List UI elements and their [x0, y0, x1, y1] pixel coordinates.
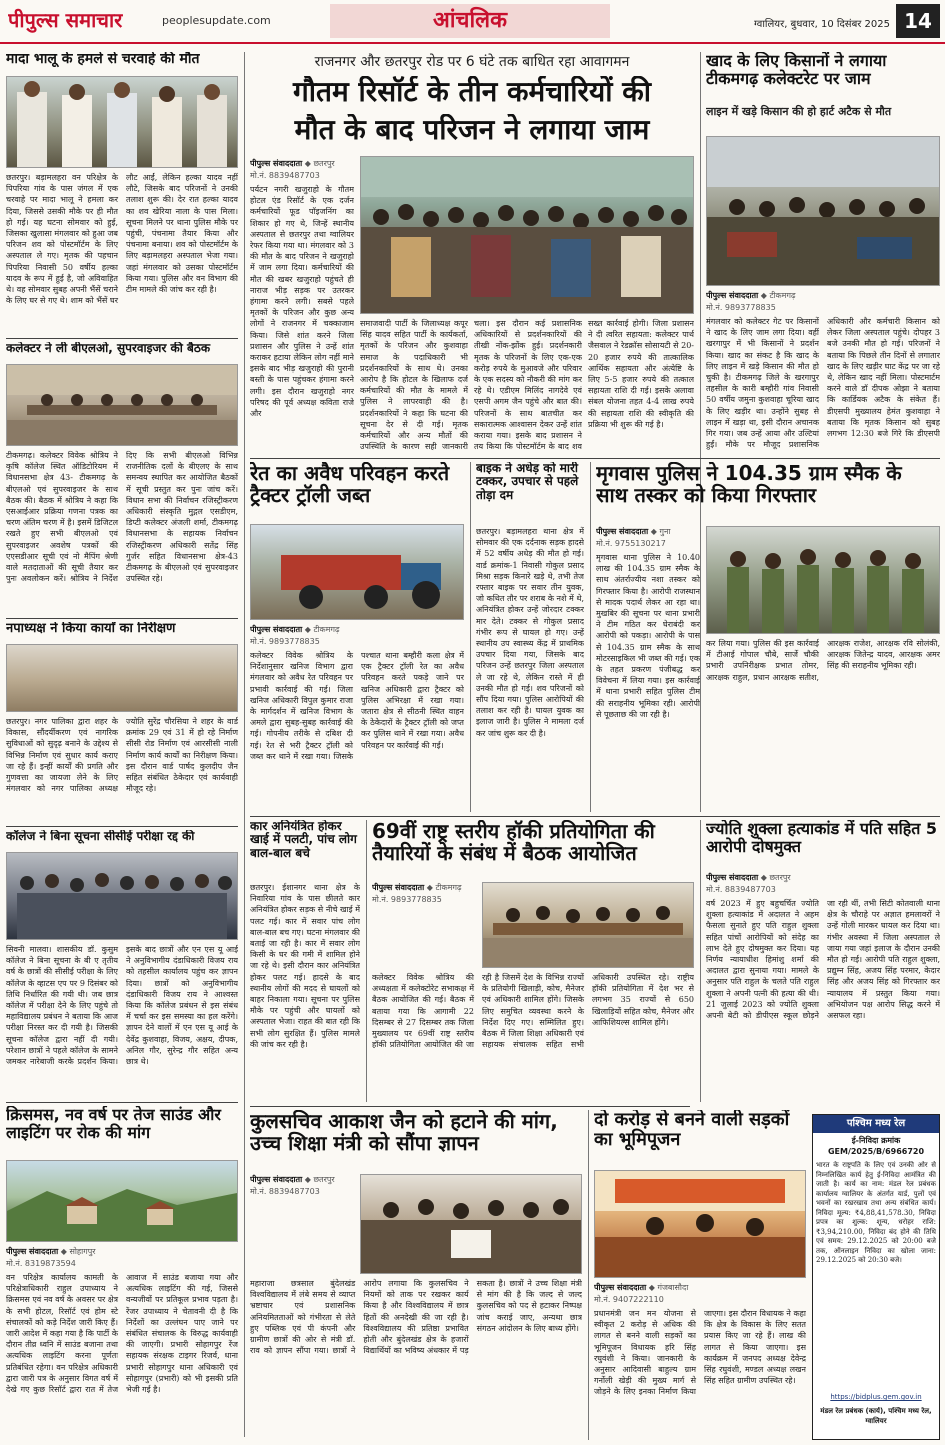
dateline: ग्वालियर, बुधवार, 10 दिसंबर 2025 — [753, 19, 890, 30]
photo-students-protest — [6, 852, 238, 940]
headline: कार अनियंत्रित होकर खाई में पलटी, पांच लोग बाल-बाल बचे — [250, 820, 357, 860]
railway-tender-ad[interactable] — [812, 1114, 940, 1440]
headline: खाद के लिए किसानों ने लगाया टीकमगढ़ कलेक्टरेट पर जाम — [706, 52, 887, 88]
byline: पीपुल्स संवाददाता ◆ सोहागपुर — [6, 1247, 96, 1256]
story-body-continued: कर लिया गया। पुलिस की इस कार्रवाई में टीआई गोपाल चौबे, सार्जे चौकी प्रभारी उपनिरीक्षक प्रभात तोमर, आरक्षक राहुल, प्रधान आरक्षक सतीश, आरक्षक राजेश, आरक्षक रवि सोलंकी, आरक्षक जितेन्द्र यादव, आरक्षक अमर सिंह की सराहनीय भूमिका रही। — [706, 639, 940, 682]
memorandum-illustration — [361, 1175, 581, 1273]
photo-road-blockade — [360, 156, 694, 314]
headline: क्रिसमस, नव वर्ष पर तेज साउंड और लाइटिंग पर रोक की मांग — [6, 1106, 221, 1142]
lead-body-col-a: पर्यटन नगरी खजुराहो के गौतम होटल एंड रिसॉर्ट के एक दर्जन कर्मचारियों फूड पॉइजनिंग का शिकार हो गए थे, जिन्हें स्थानीय अस्पताल से छतरपुर तथा ग्वालियर रेफर किया गया था। मंगलवार को 3 की मौत के बाद परिजन ने खजुराहो में जाम लगा दिया। कर्मचारियों की मौत की खबर खजुराहो पहुंचते ही नाराज भीड़ सड़क पर उतरकर हंगामा करने लगी। सबसे पहले मृतकों के परिजन और कुछ अन्य लोगों ने राजनगर में चक्काजाम किया। जिसे शांत करने जिला प्रशासन और पुलिस ने उन्हें शांत कराकर हटाया लेकिन लोग नहीं माने इसके बाद भीड़ खजुराहो की पुरानी बस्ती के पास पहुंचकर हंगामा करने लगी। इस दौरान खजुराहो नगर परिषद की पूर्व अध्यक्ष कविता राजे और — [250, 185, 354, 419]
column-rule — [590, 462, 591, 812]
byline: पीपुल्स संवाददाता ◆ टीकमगढ़ — [372, 883, 462, 892]
photo-meeting-room — [482, 882, 694, 968]
crowd-blockade-illustration — [361, 157, 693, 313]
page-number: 14 — [896, 4, 940, 38]
byline: पीपुल्स संवाददाता ◆ टीकमगढ़ — [250, 625, 340, 634]
headline: कलेक्टर ने ली बीएलओ, सुपरवाइजर की बैठक — [6, 342, 211, 355]
photo-forest-resort — [6, 1160, 238, 1242]
byline-place: टीकमगढ़ — [313, 625, 340, 634]
story-college-exam — [6, 830, 238, 1098]
story-car-accident — [250, 820, 360, 1102]
byline: पीपुल्स संवाददाता ◆ छतरपुर — [250, 1175, 335, 1184]
story-inspection — [6, 622, 238, 822]
lead-body-col-d: सख्त कार्रवाई होगी। जिला प्रशासन ने दी त्वरित सहायता: कलेक्टर पार्थ जैसवाल ने रेडक्रॉस सोसायटी से 20-20 हजार रुपये की तात्कालिक आर्थिक सहायता और अंत्येष्टि के लिए 5-5 हजार रुपये की तत्काल सहायता राशि दी गई। इसके अलावा संबल योजना तहत 4-4 लाख रुपये की सहायता राशि की स्वीकृति की प्रक्रिया भी शुरू की गई है। — [588, 319, 694, 429]
divider — [6, 1102, 238, 1103]
story-body: छतरपुर। बड़ामलहरा थाना क्षेत्र में सोमवार की एक दर्दनाक सड़क हादसे में 52 वर्षीय अधेड़ की मौत हो गई। वार्ड क्रमांक-1 निवासी गोकुल प्रसाद मिश्रा सड़क किनारे खड़े थे, तभी तेज रफ्तार बाइक पर सवार तीन युवक, जो कथित तौर पर शराब के नशे में थे, अनियंत्रित होकर उन्हें जोरदार टक्कर मार देते। टक्कर से गोकुल प्रसाद गंभीर रूप से घायल हो गए। उन्हें स्थानीय उप स्वास्थ्य केंद्र में प्राथमिक उपचार दिया गया, जिसके बाद परिजन उन्हें छतरपुर जिला अस्पताल ले जा रहे थे, लेकिन रास्ते में ही उनकी मौत हो गई। शव परिजनों को सौंप दिया गया। पुलिस आरोपियों की तलाश कर रही है। घायल युवक का इलाज जारी है। पुलिस ने मामला दर्ज कर जांच शुरू कर दी है। — [476, 527, 584, 738]
story-body: प्रधानमंत्री जन मन योजना से स्वीकृत 2 करोड़ से अधिक की लागत से बनने वाली सड़कों का भूमिपूजन विधायक हरि सिंह रघुवंशी ने किया। जानकारी के अनुसार आदिवासी बाहुल्य ग्राम गर्नोली खेड़ी की मुख्य मार्ग से जोड़ने के लिए इनका निर्माण किया जाएगा। इस दौरान विधायक ने कहा कि क्षेत्र के विकास के लिए सतत प्रयास किए जा रहे हैं। लाख की लागत से किया जाएगा। इस कार्यक्रम में जनपद अध्यक्ष देवेन्द्र सिंह रघुवंशी, मण्डल अध्यक्ष लखन सिंह सहित ग्रामीण उपस्थित रहे। — [594, 1309, 806, 1397]
story-body: छतरपुर। नगर पालिका द्वारा शहर के विकास, सौंदर्यीकरण एवं नागरिक सुविधाओं को सुदृढ़ बनाने के उद्देश्य से विभिन्न निर्माण एवं सुधार कार्य कराए जा रहे हैं। इन्हीं कार्यों की प्रगति और गुणवत्ता का जायजा लेने के लिए मंगलवार को नगर पालिका अध्यक्ष ज्योति सुरेंद्र चौरसिया ने शहर के वार्ड क्रमांक 29 एवं 31 में हो रहे निर्माण सीसी रोड निर्माण एवं आरसीसी नाली निर्माण कार्य कार्यों का निरीक्षण किया। इस दौरान वार्ड पार्षद कुलदीप जैन सहित संबंधित ठेकेदार एवं कार्यवाही मौजूद रहे। — [6, 717, 238, 794]
story-vc-removal — [250, 1110, 582, 1440]
brand-logo: पीपुल्स समाचार — [8, 8, 123, 32]
column-rule — [366, 820, 367, 1102]
byline-place: छतरपुर — [313, 159, 335, 168]
lead-body-col-b: समाजवादी पार्टी के जिलाध्यक्ष कपूर सिंह यादव सहित पार्टी के कार्यकर्ता, मृतकों के परिजन और कुशवाहा समाज के पदाधिकारी भी प्रदर्शनकारियों के साथ थे। उनका आरोप है कि होटल के खिलाफ दर्ज कर्मचारियों की मौत के मामले में पुलिस ने लापरवाही की है। प्रदर्शनकारियों ने कहा कि घटना की सूचना देर से दी गई। मृतक कर्मचारियों और अन्य मौतों की उपस्थिति के कारण सही जानकारी — [360, 319, 468, 452]
story-smack-arrest — [596, 462, 940, 812]
byline-place: गंजबासौदा — [657, 1283, 689, 1292]
column-rule — [244, 52, 245, 1437]
headline: मृगवास पुलिस ने 104.35 ग्राम स्मैक के साथ तस्कर को किया गिरफ्तार — [596, 462, 902, 508]
lead-headline-line2: मौत के बाद परिजन ने लगाया जाम — [294, 114, 650, 146]
photo-meeting-hall — [6, 364, 238, 446]
story-road-bhoomipujan — [594, 1110, 806, 1440]
ad-website-link[interactable]: https://bidplus.gem.gov.in — [830, 1393, 922, 1401]
byline-phone: मो.नं. 8839487703 — [250, 171, 320, 180]
column-rule — [700, 820, 701, 1102]
photo-farmers-queue — [706, 136, 940, 286]
byline-phone: मो.नं. 9755130217 — [596, 539, 666, 548]
photo-police-team — [706, 526, 940, 634]
section-banner — [330, 4, 610, 38]
column-rule — [588, 1110, 589, 1440]
tractor-illustration — [251, 525, 463, 619]
story-body: छतरपुर। बड़ामलहरा वन परिक्षेत्र के पिपरिया गांव के पास जंगल में एक चरवाहे पर मादा भालू ने हमला कर दिया, जिससे उसकी मौके पर ही मौत हो गई। यह घटना सोमवार को हुई, जिसका खुलासा मंगलवार को हुआ जब परिजन शव को पोस्टमॉर्टम के लिए अस्पताल ले गए। मृतक की पहचान पिपरिया निवासी 50 वर्षीय हल्का यादव के रूप में हुई है, जो अविवाहित थे। वह सोमवार सुबह अपनी भैंसें चराने के लिए घर से गए थे। शाम को भैंसें घर लौट आईं, लेकिन हल्का यादव नहीं लौटे, जिसके बाद परिजनों ने उनकी तलाश शुरू की। देर रात हल्का यादव का शव खेरिया नाला के पास मिला। सूचना मिलने पर थाना पुलिस मौके पर पहुंची, पंचनामा तैयार किया और पंचनामा बनाया। शव को पोस्टमॉर्टम के लिए बड़ामलहरा अस्पताल भेजा गया। जहां मंगलवार को उसका पोस्टमॉर्टम किया गया। पुलिस और वन विभाग की टीम मामले की जांच कर रही है। — [6, 173, 238, 306]
headline: मादा भालू के हमले से चरवाहे की मौत — [6, 52, 200, 67]
photo-inspection-site — [6, 644, 238, 712]
divider — [250, 1106, 690, 1107]
story-body: महाराजा छत्रसाल बुंदेलखंड विश्वविद्यालय में लंबे समय से व्याप्त भ्रष्टाचार एवं प्रशासनिक अनियमितताओं को गंभीरता से लेते हुए पब्लिक एवं पी कंपनी और ग्रामीण छात्रों की ओर से मंत्री डॉ. राव को ज्ञापन सौंपा गया। छात्रों ने आरोप लगाया कि कुलसचिव ने नियमों को ताक पर रखकर कार्य किया है और विश्वविद्यालय में छात्र हितों की अनदेखी की जा रही है। विश्वविद्यालय की प्रतिष्ठा प्रभावित होती और बुंदेलखंड क्षेत्र के हजारों विद्यार्थियों का भविष्य अंधकार में पड़ सकता है। छात्रों ने उच्च शिक्षा मंत्री से मांग की है कि जल्द से जल्द कुलसचिव को पद से हटाकर निष्पक्ष जांच कराई जाए, अन्यथा छात्र संगठन आंदोलन के लिए बाध्य होंगे। — [250, 1279, 582, 1356]
headline: कॉलेज ने बिना सूचना सीसीई परीक्षा रद्द की — [6, 830, 195, 843]
byline: पीपुल्स संवाददाता ◆ गुना — [596, 527, 671, 536]
landscape-illustration — [7, 1161, 237, 1241]
website-link[interactable]: peoplesupdate.com — [162, 14, 271, 27]
byline-phone: मो.नं. 8839487703 — [250, 1187, 320, 1196]
byline-agency: पीपुल्स संवाददाता — [250, 625, 303, 634]
lead-body-col-c: चला। इस दौरान कई प्रशासनिक अधिकारियों से प्रदर्शनकारियों की तीखी नोंक-झोंक हुई। प्रदर्शनकारी मृतक के परिजनों के लिए एक-एक करोड़ रुपये के मुआवजे और परिवार के एक सदस्य को नौकरी की मांग कर रहे थे। एडीएम मिलिंद नागदेवे एवं एसपी अगम जैन पहुंचे और बात की। परिजनों के साथ बातचीत कर सकारात्मक आश्वासन देकर उन्हें शांत कराया गया। इसके बाद प्रशासन ने तय किया कि पोस्टमॉर्टम के बाद शव — [474, 319, 582, 452]
ceremony-illustration — [595, 1171, 805, 1277]
byline-place: सोहागपुर — [69, 1247, 96, 1256]
story-christmas-sound — [6, 1106, 238, 1438]
crowd-illustration — [7, 853, 237, 939]
headline: नपाध्यक्ष ने किया कार्यों का निरीक्षण — [6, 622, 176, 636]
byline-phone: मो.नं. 8319873594 — [6, 1259, 76, 1268]
ad-tender-number: GEM/2025/B/6966720 — [827, 1147, 925, 1156]
story-body: छतरपुर। ईशानगर थाना क्षेत्र के निवारिया गांव के पास छीलते कार अनियंत्रित होकर सड़क से नीचे खाई में पलट गई। कार में सवार पांच लोग बाल-बाल बच गए। घटना मंगलवार की बताई जा रही है। कार में सवार लोग किसी के घर की गमी में शामिल होने जा रहे थे। इसी दौरान कार अनियंत्रित होकर पलट गई। हादसे के बाद स्थानीय लोगों की मदद से घायलों को बाहर निकाला गया। सूचना पर पुलिस मौके पर पहुंची और घायलों को अस्पताल भेजा। राहत की बात रही कि सभी लोग सुरक्षित हैं। पुलिस मामले की जांच कर रही है। — [250, 883, 360, 1049]
byline: पीपुल्स संवाददाता ◆ टीकमगढ़ — [706, 291, 796, 300]
story-body: कलेक्टर विवेक श्रोत्रिय की अध्यक्षता में कलेक्टोरेट सभाकक्ष में बैठक आयोजित की गई। बैठक में बताया गया कि आगामी 22 दिसम्बर से 27 दिसम्बर तक जिला मुख्यालय पर 69वीं राष्ट्र स्तरीय हॉकी प्रतियोगिता आयोजित की जा रही है जिसमें देश के विभिन्न राज्यों के प्रतियोगी खिलाड़ी, कोच, मैनेजर एवं अधिकारी शामिल होंगे। जिसके लिए समुचित व्यवस्था करने के निर्देश दिए गए। सम्मिलित हुए। बैठक में जिला शिक्षा अधिकारी एवं सहायक संचालक सहित सभी अधिकारी उपस्थित रहे। राष्ट्रीय हॉकी प्रतियोगिता में देश भर से लगभग 35 राज्यों से 650 खिलाड़ियों सहित कोच, मैनेजर और आफिशियल्स शामिल होंगे। — [372, 973, 694, 1050]
column-rule — [470, 462, 471, 812]
byline-phone: मो.नं. 8839487703 — [706, 885, 776, 894]
divider — [6, 618, 238, 619]
headline: रेत का अवैध परिवहन करते ट्रैक्टर ट्रॉली जब्त — [250, 462, 450, 508]
byline-agency: पीपुल्स संवाददाता — [372, 883, 425, 892]
byline-agency: पीपुल्स संवाददाता — [6, 1247, 59, 1256]
story-bear-attack — [6, 52, 238, 334]
byline-phone: मो.नं. 9407222110 — [594, 1295, 664, 1304]
police-illustration — [707, 527, 939, 633]
story-blo-meeting — [6, 342, 238, 614]
byline-phone: मो.नं. 9893778835 — [250, 637, 320, 646]
lead-headline-line1: गौतम रिसॉर्ट के तीन कर्मचारियों की — [293, 76, 651, 108]
byline-phone: मो.नं. 9893778835 — [372, 895, 442, 904]
byline-agency: पीपुल्स संवाददाता — [706, 873, 759, 882]
story-body: वर्ष 2023 में हुए बहुचर्चित ज्योति शुक्ला हत्याकांड में अदालत ने अहम फैसला सुनाते हुए पति राहुल शुक्ला सहित पांचों आरोपियों को संदेह का लाभ देते हुए दोषमुक्त कर दिया। यह निर्णय न्यायाधीश हिमांशु शर्मा की अदालत द्वारा सुनाया गया। मामले के अनुसार पति राहुल के चलते पति राहुल शुक्ला ने अपनी पत्नी की हत्या की थी। 21 जुलाई 2023 को ज्योति शुक्ला अपनी बेटी को डीपीएस स्कूल छोड़ने जा रही थीं, तभी सिटी कोतवाली थाना क्षेत्र के चौराहे पर अज्ञात हमलावरों ने उन्हें गोली मारकर घायल कर दिया था। गंभीर अवस्था में जिला अस्पताल ले जाया गया जहां इलाज के दौरान उनकी मौत हो गई। आरोपी पति राहुल शुक्ला, प्रद्युम्न सिंह, अजय सिंह परमार, केदार सिंह और अजय सिंह को गिरफ्तार कर न्यायालय में प्रस्तुत किया गया। अभियोजन पक्ष आरोप सिद्ध करने में असफल रहा। — [706, 899, 940, 1021]
byline-agency: पीपुल्स संवाददाता — [706, 291, 759, 300]
divider — [250, 816, 940, 817]
byline-place: गुना — [659, 527, 671, 536]
story-body: टीकमगढ़। कलेक्टर विवेक श्रोत्रिय ने कृषि कॉलेज स्थित ऑडिटोरियम में विधानसभा क्षेत्र 43- टीकमगढ़ के बीएलओ एवं सुपरवाइजर के साथ बैठक की। बैठक में श्रोत्रिय ने कहा कि एसआईआर प्रक्रिया गणना पत्रक का चरण अंतिम चरण में है। इसमें डिजिटल रखते हुए सभी बीएलओ एवं सुपरवाइजर अवशेष पत्रकों की एएसडीआर सूची एवं नो मैपिंग श्रेणी वाले मतदाताओं की सूची तैयार कर पुनः अवलोकन करें। श्रोत्रिय ने निर्देश दिए कि सभी बीएलओ विभिन्न राजनीतिक दलों के बीएलए के साथ समन्वय स्थापित कर आयोजित बैठकों में सूची प्रस्तुत कर पुनः जांच करें। विधान सभा की निर्वाचन रजिस्ट्रीकरण अधिकारी संस्कृति मुद्गल एसडीएम, डिप्टी कलेक्टर अंजली शर्मा, टीकमगढ़ विधानसभा के सहायक निर्वाचन रजिस्ट्रीकरण अधिकारी सतेंद्र सिंह गुर्जर सहित विधानसभा क्षेत्र-43 टीकमगढ़ के बीएलओ एवं सुपरवाइजर उपस्थित रहे। — [6, 451, 238, 584]
byline-agency: पीपुल्स संवाददाता — [250, 159, 303, 168]
story-body: मृगवास थाना पुलिस ने 10.40 लाख की 104.35 ग्राम स्मैक के साथ अंतर्राज्यीय नशा तस्कर को गिरफ्तार किया है। आरोपी राजस्थान से मादक पदार्थ लेकर आ रहा था। मुखबिर की सूचना पर थाना प्रभारी ने टीम गठित कर घेराबंदी कर आरोपी को पकड़ा। आरोपी के पास से 104.35 ग्राम स्मैक के साथ मोटरसाइकिल भी जब्त की गई। एक के तहत प्रकरण पंजीबद्ध कर विवेचना में लिया गया। इस कार्रवाई में थाना प्रभारी सहित पुलिस टीम की सराहनीय भूमिका रही। आरोपी से पूछताछ की जा रही है। — [596, 553, 700, 719]
story-hockey-meeting — [372, 820, 694, 1102]
story-body: वन परिक्षेत्र कार्यालय कामती के परिक्षेत्राधिकारी राहुल उपाध्याय ने क्रिसमस एवं नव वर्ष के अवसर पर क्षेत्र के सभी होटल, रिसॉर्ट एवं होम स्टे संचालकों को कड़े निर्देश जारी किए हैं। जारी आदेश में कहा गया है कि पार्टी के दौरान तीव्र ध्वनि में साउंड बजाना तथा अत्यधिक लाइटिंग करना पूर्णतः प्रतिबंधित रहेगा। वन परिक्षेत्र अधिकारी द्वारा जारी पत्र के अनुसार विगत वर्ष में देखे गए कुछ रिसॉर्ट द्वारा रात में तेज आवाज में साउंड बजाया गया और अत्यधिक लाइटिंग की गई, जिससे वन्यजीवों पर प्रतिकूल प्रभाव पड़ता है। रेंजर उपाध्याय ने चेतावनी दी है कि निर्देशों का उल्लंघन पाए जाने पर संबंधित संचालक के विरुद्ध कार्यवाही की जाएगी। प्रभारी सोहागपुर रेंज सहायक संरक्षक टाइगर रिजर्व, धाना प्रभारी सोहागपुर थाना अधिकारी एवं सोहागपुर (प्रभारी) को भी इसकी प्रति भेजी गई है। — [6, 1273, 238, 1395]
headline: बाइक ने अधेड़ को मारी टक्कर, उपचार से पहले तोड़ा दम — [476, 462, 579, 502]
lead-deck: राजनगर और छतरपुर रोड पर 6 घंटे तक बाधित रहा आवागमन — [314, 54, 630, 70]
byline-place: छतरपुर — [769, 873, 791, 882]
byline-place: टीकमगढ़ — [435, 883, 462, 892]
queue-illustration — [707, 137, 939, 285]
story-bike-accident — [476, 462, 584, 812]
byline: पीपुल्स संवाददाता ◆ गंजबासौदा — [594, 1283, 689, 1292]
photo-seized-tractor — [250, 524, 464, 620]
headline: 69वीं राष्ट्र स्तरीय हॉकी प्रतियोगिता की तैयारियों के संबंध में बैठक आयोजित — [372, 820, 655, 866]
byline: पीपुल्स संवाददाता ◆ छतरपुर — [250, 159, 335, 168]
photo-memorandum — [360, 1174, 582, 1274]
divider — [250, 458, 940, 459]
lead-story — [250, 52, 694, 454]
headline: ज्योति शुक्ला हत्याकांड में पति सहित 5 आरोपी दोषमुक्त — [706, 820, 938, 856]
group-photo-illustration — [7, 77, 237, 167]
story-jyoti-verdict — [706, 820, 940, 1110]
divider — [6, 338, 238, 339]
masthead — [0, 0, 945, 44]
story-body: कलेक्टर विवेक श्रोत्रिय के निर्देशानुसार खनिज विभाग द्वारा मंगलवार को अवैध रेत परिवहन पर प्रभावी कार्रवाई की गई। जिला खनिज अधिकारी विपुल कुमार राजा के मार्गदर्शन में खनिज विभाग के अमले द्वारा सुबह-सुबह कार्रवाई की गई। गोपनीय तरीके से दबिश दी गई। रेत से भरी ट्रैक्टर ट्रॉली को जब्त कर थाने में रखा गया। जिसके पश्चात थाना बम्हौरी कला क्षेत्र में एक ट्रैक्टर ट्रॉली रेत का अवैध परिवहन करते पकड़े जाने पर खनिज अधिकारी द्वारा ट्रैक्टर को पुलिस अभिरक्षा में रखा गया। जतारा क्षेत्र से सीठनी स्थित वाहन के ठेकेदारों के ट्रैक्टर ट्रॉली को जप्त कर पुलिस थाने में रखा गया। अवैध परिवहन पर कार्रवाई की गई। — [250, 651, 464, 761]
headline: कुलसचिव आकाश जैन को हटाने की मांग, उच्च शिक्षा मंत्री को सौंपा ज्ञापन — [250, 1110, 558, 1156]
byline: पीपुल्स संवाददाता ◆ छतरपुर — [706, 873, 791, 882]
ad-title: पश्चिम मध्य रेल — [813, 1115, 939, 1133]
byline-agency: पीपुल्स संवाददाता — [250, 1175, 303, 1184]
byline-place: टीकमगढ़ — [769, 291, 796, 300]
story-fertilizer-protest — [706, 52, 940, 454]
ad-footer: मंडल रेल प्रबंधक (कार्य), पश्चिम मध्य रेल, ग्वालियर — [820, 1407, 932, 1425]
photo-villagers — [6, 76, 238, 168]
story-body: मंगलवार को कलेक्टर गेट पर किसानों ने खाद के लिए जाम लगा दिया। वहीं खरगापुर में भी किसानों ने प्रदर्शन किया। खाद का संकट है कि खाद के लिए लाइन में खड़े किसान की मौत हो चुकी है। टीकमगढ़ जिले के खरगापुर तहसील के कारी बम्हौरी गांव निवासी 50 वर्षीय जमुना कुशवाहा चूरिया खाद के लिए खड़ीर था। उन्होंने सुबह से लाइन में खड़ा था, इसी दौरान अचानक गिर गया। जब उन्हें आया और उल्टियां हुईं। मौके पर मौजूद प्रशासनिक अधिकारी और कर्मचारी किसान को लेकर जिला अस्पताल पहुंचे। दोपहर 3 बजे उनकी मौत हो गई। परिजनों ने बताया कि पिछले तीन दिनों से लगातार खाद के लिए खड़ीर घाट केंद्र पर जा रहे थे, लेकिन खाद नहीं मिला। पोस्टमार्टम करने वाले डॉ दीपक ओझा ने बताया कि कार्डियक अटैक के संकेत हैं। डीएसपी मुख्यालय हेमंत कुशवाहा ने बताया कि मृतक किसान को सुबह लगभग 12:30 बजे गिरे कि डीएसपी — [706, 317, 940, 450]
headline: दो करोड़ से बनने वाली सड़कों का भूमिपूजन — [594, 1110, 790, 1151]
byline-agency: पीपुल्स संवाददाता — [594, 1283, 647, 1292]
section-title: आंचलिक — [433, 8, 507, 33]
ad-body: भारत के राष्ट्रपति के लिए एवं उनकी ओर से निम्नलिखित कार्य हेतु ई-निविदा आमंत्रित की जाती है। कार्य का नाम: मंडल रेल प्रबंधक कार्यालय ग्वालियर के अंतर्गत यार्ड, पुलों एवं भवनों का रखरखाव तथा अन्य संबंधित कार्य। निविदा मूल्य: ₹4,88,41,578.30, निविदा प्रपत्र का शुल्क: शून्य, धरोहर राशि: ₹3,94,210.00, निविदा बंद होने की तिथि एवं समय: 29.12.2025 को 20:00 बजे तक, ऑनलाइन निविदा का खोला जाना: 29.12.2025 को 20:30 बजे। — [816, 1161, 936, 1264]
byline-phone: मो.नं. 9893778835 — [706, 303, 776, 312]
story-body: सिवनी मालवा। शासकीय डॉ. कुसुम कॉलेज ने बिना सूचना के बी ए तृतीय वर्ष के छात्रों की सीसीई परीक्षा के लिए कॉलेज के व्हाटस एप पर 9 दिसंबर को तिथि निर्धारित की गयी थी। जब छात्र कॉलेज में परीक्षा देने के लिए पहुंचे तो महाविद्यालय प्रबंधन ने बताया कि आज परीक्षा निरस्त कर दी गयी है। जिसकी सूचना कॉलेज द्वारा नहीं दी गयी। परेशान छात्रों ने पहले कॉलेज के सामने जमकर नारेबाजी करके प्रदर्शन किया। इसके बाद छात्रों और एन एस यू आई ने अनुविभागीय दंडाधिकारी विजय राय को तहसील कार्यालय पहुंच कर ज्ञापन दिया। छात्रों को अनुविभागीय दंडाधिकारी विजय राय ने आश्वस्त किया कि कॉलेज प्रबंधन से इस संबंध में चर्चा कर इस समस्या का हल करेंगे। ज्ञापन देने वालों में एन एस यू आई के देवेंद्र कुशवाहा, विजय, अक्षय, दीपक, अनिल गौर, सुरेन्द्र गौर सहित अन्य छात्र थे। — [6, 945, 238, 1067]
ad-subtitle: ई-निविदा क्रमांक — [851, 1136, 901, 1145]
photo-bhoomipujan — [594, 1170, 806, 1278]
meeting-illustration — [7, 365, 237, 445]
subheadline: लाइन में खड़े किसान की हो हार्ट अटैक से मौत — [706, 105, 892, 118]
conference-illustration — [483, 883, 693, 967]
story-sand-transport — [250, 462, 464, 812]
divider — [6, 826, 238, 827]
byline-agency: पीपुल्स संवाददाता — [596, 527, 649, 536]
byline-place: छतरपुर — [313, 1175, 335, 1184]
